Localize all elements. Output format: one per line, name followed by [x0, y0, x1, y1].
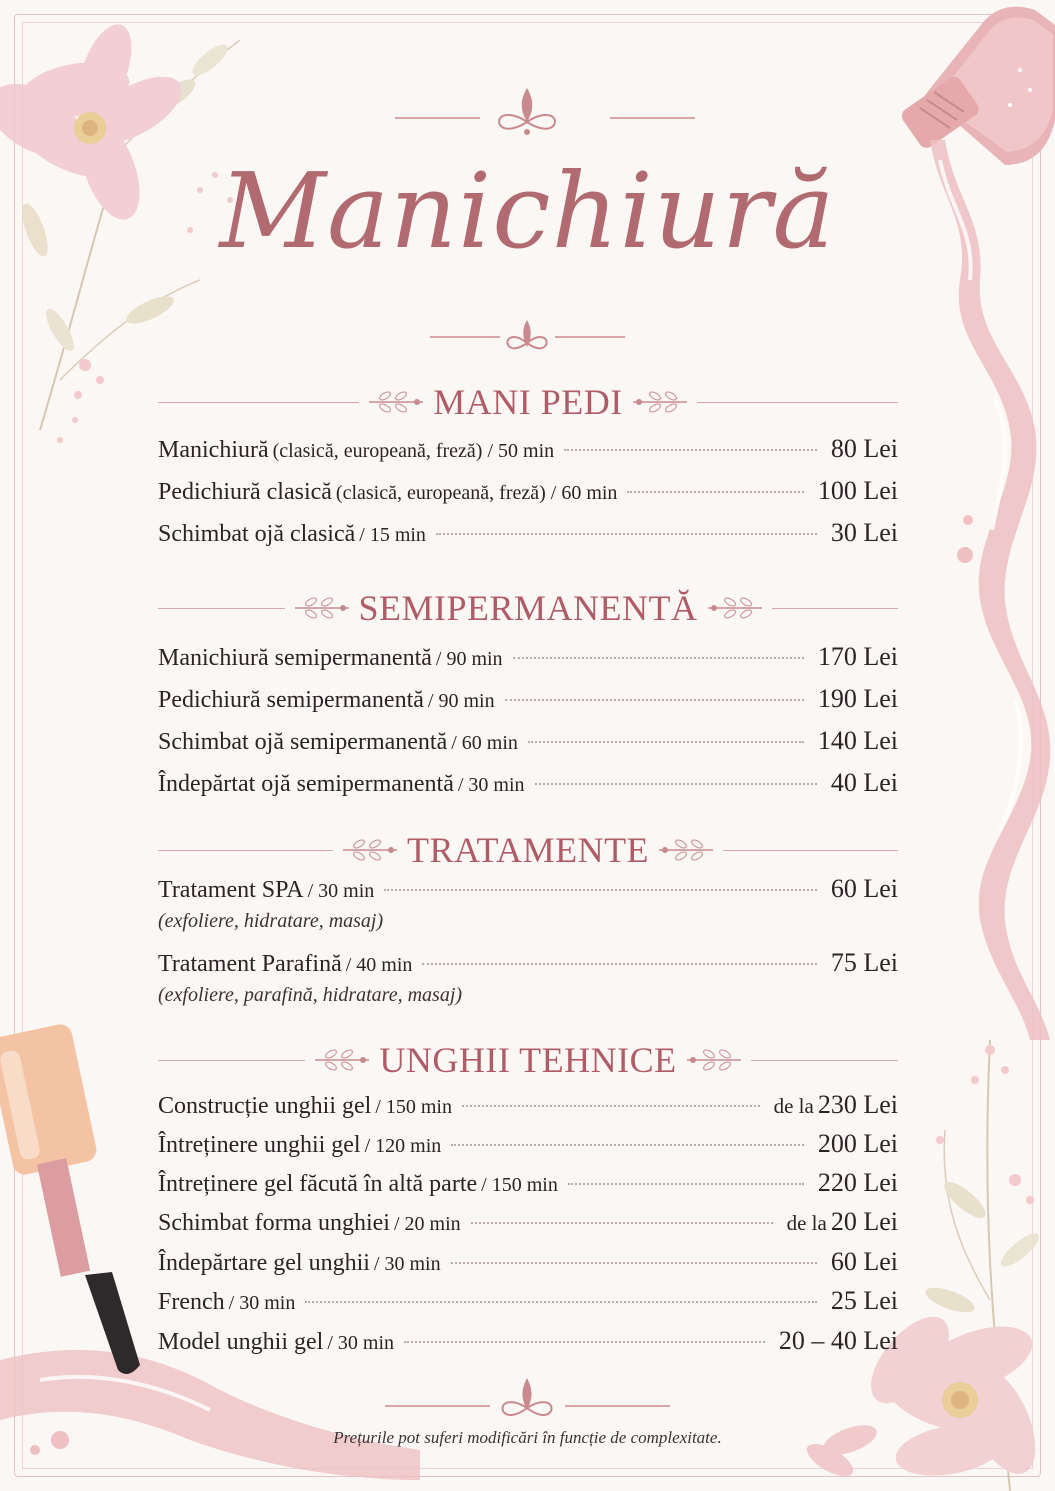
service-detail: (clasică, europeană, freză) / 50 min [272, 440, 555, 462]
service-name: French [158, 1289, 225, 1315]
service-detail: / 30 min [373, 1253, 441, 1275]
price-disclaimer: Prețurile pot suferi modificări în funcție de complexitate. [333, 1428, 722, 1447]
service-name: Manichiură semipermanentă [158, 645, 432, 671]
service-price: 60 Lei [830, 874, 898, 903]
price-row [158, 874, 898, 906]
service-name: Pedichiură clasică [158, 479, 332, 505]
dot-leader [436, 533, 817, 535]
service-price: 80 Lei [830, 434, 898, 463]
service-price: 20 Lei [830, 1207, 898, 1236]
section-header-tratamente [158, 830, 898, 870]
price-row [158, 1247, 898, 1279]
price-row [158, 476, 898, 508]
dot-leader [305, 1301, 817, 1303]
dot-leader [451, 1144, 804, 1146]
service-detail: / 90 min [427, 690, 495, 712]
service-name: Îndepărtare gel unghii [158, 1250, 370, 1276]
service-detail: / 90 min [435, 648, 503, 670]
price-prefix: de la [773, 1094, 814, 1118]
service-name: Întreținere gel făcută în altă parte [158, 1171, 478, 1197]
service-detail: / 150 min [481, 1174, 558, 1196]
service-price: 100 Lei [817, 476, 898, 505]
dot-leader [404, 1341, 765, 1343]
service-price: 60 Lei [830, 1247, 898, 1276]
section-header-unghii-tehnice [158, 1040, 898, 1080]
dot-leader [535, 783, 817, 785]
service-detail: / 120 min [364, 1135, 442, 1157]
service-detail: / 30 min [457, 774, 525, 796]
service-name: Schimbat ojă semipermanentă [158, 729, 448, 755]
price-row [158, 518, 898, 550]
service-detail: / 30 min [327, 1332, 394, 1354]
service-price: 190 Lei [817, 684, 898, 713]
dot-leader [568, 1183, 804, 1185]
service-note: (exfoliere, hidratare, masaj) [158, 910, 384, 932]
dot-leader [513, 657, 804, 659]
service-name: Construcție unghii gel [158, 1093, 372, 1119]
leaf-sprig-icon [631, 390, 689, 414]
price-row [158, 1326, 898, 1358]
price-row [158, 434, 898, 466]
leaf-sprig-icon [706, 596, 764, 620]
service-price: 140 Lei [817, 726, 898, 755]
dot-leader [422, 963, 816, 965]
price-prefix: de la [786, 1211, 827, 1235]
service-detail: / 30 min [228, 1292, 296, 1314]
service-detail: / 15 min [359, 524, 426, 546]
section-title: MANI PEDI [433, 382, 623, 422]
service-price: 220 Lei [817, 1168, 898, 1197]
section-title: UNGHII TEHNICE [379, 1040, 677, 1080]
service-name: Model unghii gel [158, 1329, 324, 1355]
leaf-sprig-icon [313, 1048, 371, 1072]
section-title: TRATAMENTE [406, 830, 650, 870]
service-price: 200 Lei [817, 1129, 898, 1158]
service-name: Schimbat ojă clasică [158, 521, 356, 547]
service-price: 30 Lei [830, 518, 898, 547]
service-price: 170 Lei [817, 642, 898, 671]
service-price: 75 Lei [830, 948, 898, 977]
leaf-sprig-icon [657, 838, 715, 862]
service-name: Întreținere unghii gel [158, 1132, 361, 1158]
dot-leader [471, 1222, 773, 1224]
scroll-ornament-icon [0, 305, 1055, 375]
price-row [158, 948, 898, 980]
dot-leader [505, 699, 804, 701]
service-detail: / 150 min [375, 1096, 452, 1118]
service-name: Tratament Parafină [158, 951, 342, 977]
service-note: (exfoliere, parafină, hidratare, masaj) [158, 984, 463, 1006]
price-row [158, 726, 898, 758]
service-name: Tratament SPA [158, 877, 304, 903]
price-row [158, 1129, 898, 1161]
price-row [158, 1207, 898, 1239]
service-detail: / 20 min [393, 1213, 461, 1235]
service-price: 230 Lei [817, 1090, 898, 1119]
polish-drip-swirl-icon [900, 140, 1055, 1040]
dot-leader [564, 449, 817, 451]
dot-leader [528, 741, 804, 743]
service-name: Manichiură [158, 437, 269, 463]
price-row [158, 642, 898, 674]
dot-leader [384, 889, 817, 891]
service-detail: / 30 min [307, 880, 375, 902]
price-row [158, 1286, 898, 1318]
service-name: Îndepărtat ojă semipermanentă [158, 771, 454, 797]
service-price: 20 – 40 Lei [778, 1326, 898, 1355]
price-row [158, 1168, 898, 1200]
service-name: Schimbat forma unghiei [158, 1210, 390, 1236]
section-header-semipermanenta [158, 588, 898, 628]
leaf-sprig-icon [685, 1048, 743, 1072]
service-name: Pedichiură semipermanentă [158, 687, 424, 713]
page-title: Manichiură [219, 150, 836, 272]
scroll-ornament-icon [0, 80, 1055, 150]
service-detail: (clasică, europeană, freză) / 60 min [335, 482, 618, 504]
dot-leader [451, 1262, 817, 1264]
leaf-sprig-icon [367, 390, 425, 414]
leaf-sprig-icon [341, 838, 399, 862]
dot-leader [462, 1105, 760, 1107]
price-row [158, 1090, 898, 1122]
leaf-sprig-icon [293, 596, 351, 620]
service-detail: / 40 min [345, 954, 413, 976]
section-title: SEMIPERMANENTĂ [358, 588, 698, 628]
service-price: 40 Lei [830, 768, 898, 797]
price-row [158, 684, 898, 716]
section-header-mani-pedi [158, 382, 898, 422]
service-detail: / 60 min [451, 732, 518, 754]
service-price: 25 Lei [830, 1286, 898, 1315]
price-row [158, 768, 898, 800]
dot-leader [627, 491, 803, 493]
